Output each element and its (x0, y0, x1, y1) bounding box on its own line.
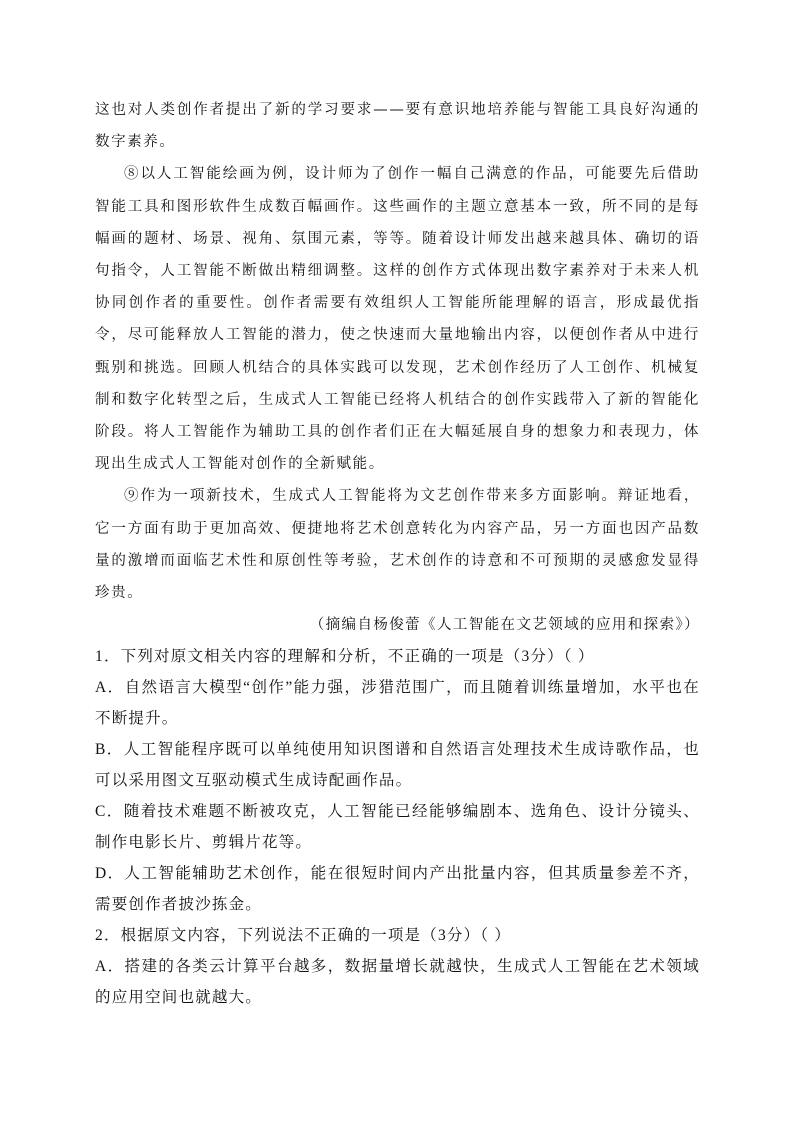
passage-paragraph-9: ⑨作为一项新技术，生成式人工智能将为文艺创作带来多方面影响。辩证地看，它一方面有助于更加高效、便捷地将艺术创意转化为内容产品，另一方面也因产品数量的激增而面临艺术性和原创性等考验，艺术创作的诗意和不可预期的灵感愈发显得珍贵。 (95, 488, 700, 602)
question-1-option-a[interactable]: A．自然语言大模型“创作”能力强，涉猎范围广，而且随着训练量增加，水平也在不断提升。 (95, 679, 700, 728)
question-1-option-c[interactable]: C．随着技术难题不断被攻克，人工智能已经能够编剧本、选角色、设计分镜头、制作电影长片、剪辑片花等。 (95, 803, 700, 852)
passage-paragraph-continued: 这也对人类创作者提出了新的学习要求——要有意识地培养能与智能工具良好沟通的数字素养。 (95, 102, 700, 151)
question-2-stem: 2．根据原文内容，下列说法不正确的一项是（3分）（ ） (95, 927, 512, 945)
question-2-option-a[interactable]: A．搭建的各类云计算平台越多，数据量增长就越快，生成式人工智能在艺术领域的应用空间也就越大。 (95, 958, 700, 1007)
question-1-option-b[interactable]: B．人工智能程序既可以单纯使用知识图谱和自然语言处理技术生成诗歌作品，也可以采用图文互驱动模式生成诗配画作品。 (95, 741, 700, 790)
passage-source: （摘编自杨俊蕾《人工智能在文艺领域的应用和探索》） (309, 617, 700, 634)
document-page (95, 94, 700, 1013)
question-1-option-d[interactable]: D．人工智能辅助艺术创作，能在很短时间内产出批量内容，但其质量参差不齐，需要创作者披沙拣金。 (95, 865, 700, 914)
passage-paragraph-8: ⑧以人工智能绘画为例，设计师为了创作一幅自己满意的作品，可能要先后借助智能工具和图形软件生成数百幅画作。这些画作的主题立意基本一致，所不同的是每幅画的题材、场景、视角、氛围元素，等等。随着设计师发出越来越具体、确切的语句指令，人工智能不断做出精细调整。这样的创作方式体现出数字素养对于未来人机协同创作者的重要性。创作者需要有效组织人工智能所能理解的语言，形成最优指令，尽可能释放人工智能的潜力，使之快速而大量地输出内容，以便创作者从中进行甄别和挑选。回顾人机结合的具体实践可以发现，艺术创作经历了人工创作、机械复制和数字化转型之后，生成式人工智能已经将人机结合的创作实践带入了新的智能化阶段。将人工智能作为辅助工具的创作者们正在大幅延展自身的想象力和表现力，体现出生成式人工智能对创作的全新赋能。 (95, 166, 700, 473)
question-1-stem: 1．下列对原文相关内容的理解和分析，不正确的一项是（3分）（ ） (95, 648, 595, 666)
